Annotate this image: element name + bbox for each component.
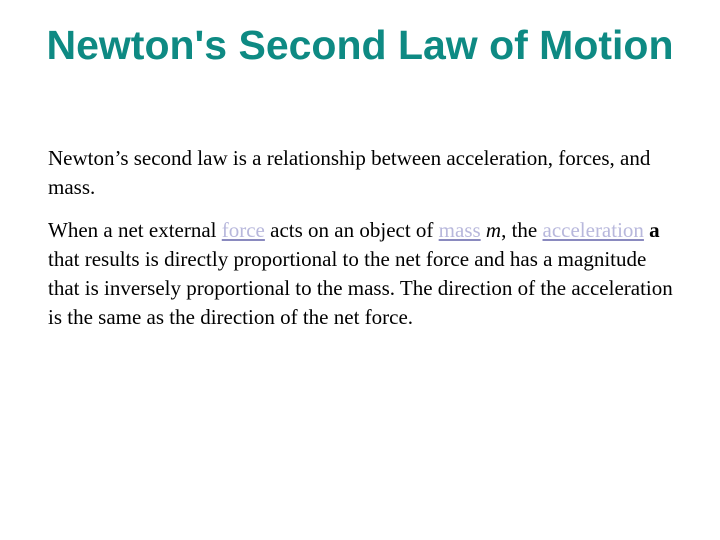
- link-acceleration[interactable]: acceleration: [542, 218, 644, 242]
- text-segment: acts on an object of: [264, 218, 439, 242]
- paragraph-definition: [48, 216, 678, 332]
- variable-m: m: [485, 218, 502, 242]
- variable-a: a: [649, 218, 660, 242]
- paragraph-intro: Newton’s second law is a relationship between acceleration, forces, and mass.: [48, 146, 651, 199]
- text-segment: , the: [501, 218, 543, 242]
- slide-body: [48, 144, 678, 346]
- text-segment: When a net external: [48, 218, 222, 242]
- link-mass[interactable]: mass: [438, 218, 481, 242]
- link-force[interactable]: force: [221, 218, 265, 242]
- text-segment: that results is directly proportional to the net force and has a magnitude that is inversely proportional to the mass. The direction of the acceleration is the same as the direction of the net force.: [48, 247, 673, 329]
- slide-title: Newton's Second Law of Motion: [46, 22, 674, 68]
